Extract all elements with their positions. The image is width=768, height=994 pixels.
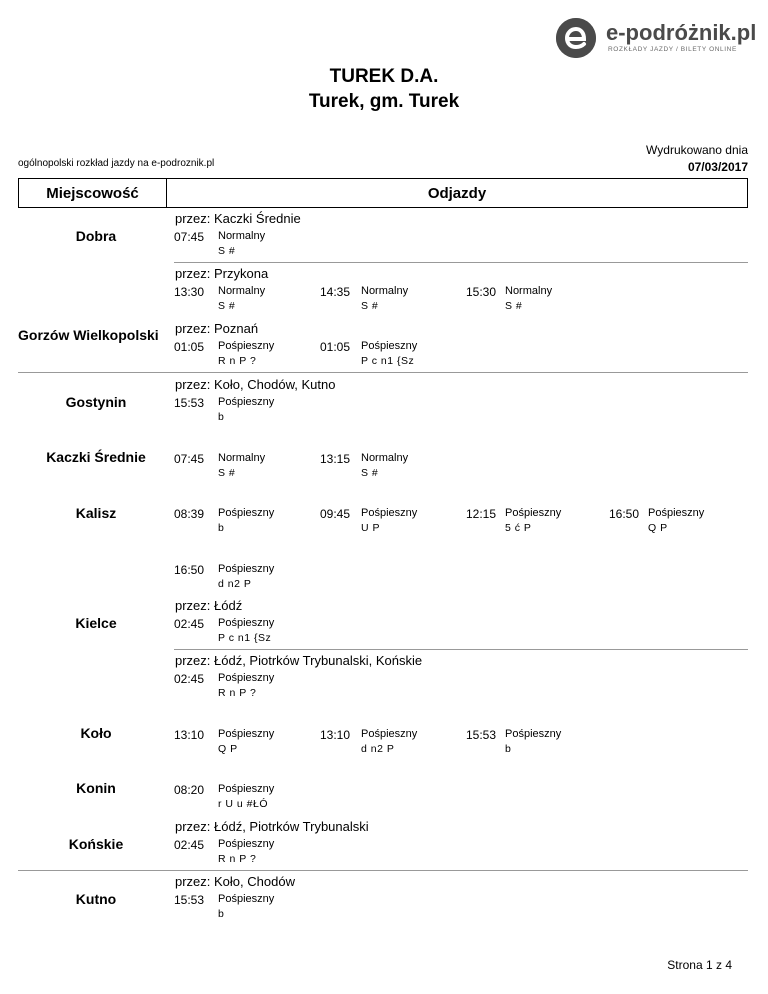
- departure-time: 15:30: [466, 285, 497, 299]
- place-name: Koło: [80, 725, 112, 741]
- departure-codes: S #: [505, 300, 523, 312]
- row-divider: [174, 649, 748, 650]
- logo-text: e-podróżnik.pl: [606, 20, 757, 45]
- row-divider: [174, 262, 748, 263]
- departure-type: Pośpieszny: [505, 507, 562, 519]
- departure-time: 07:45: [174, 230, 205, 244]
- printed-label: Wydrukowano dnia: [646, 143, 748, 157]
- departure-type: Normalny: [361, 452, 409, 464]
- departure-time: 16:50: [609, 507, 640, 521]
- page-title: TUREK D.A.: [329, 66, 439, 87]
- departure-codes: S #: [361, 300, 379, 312]
- departure-codes: R n P ?: [218, 853, 257, 865]
- departure-type: Pośpieszny: [361, 340, 418, 352]
- departure-time: 14:35: [320, 285, 351, 299]
- column-place: Miejscowość: [46, 185, 139, 202]
- departure-time: 15:53: [466, 728, 497, 742]
- via-label: przez: Poznań: [175, 321, 259, 336]
- departure-type: Pośpieszny: [218, 617, 275, 629]
- departure-type: Normalny: [505, 285, 553, 297]
- departure-codes: S #: [218, 245, 236, 257]
- departure-time: 09:45: [320, 507, 351, 521]
- departure-codes: r U u #ŁÓ: [218, 798, 269, 810]
- departure-time: 02:45: [174, 838, 205, 852]
- departure-time: 13:10: [174, 728, 205, 742]
- departure-type: Pośpieszny: [218, 728, 275, 740]
- departure-codes: S #: [218, 467, 236, 479]
- departure-time: 12:15: [466, 507, 497, 521]
- departure-time: 15:53: [174, 893, 205, 907]
- departure-codes: b: [218, 908, 225, 920]
- page-subtitle: Turek, gm. Turek: [308, 91, 460, 112]
- column-departures: Odjazdy: [427, 185, 487, 202]
- printed-date: 07/03/2017: [687, 160, 748, 174]
- departure-codes: Q P: [648, 522, 668, 534]
- departure-codes: b: [218, 411, 225, 423]
- departure-type: Pośpieszny: [218, 340, 275, 352]
- departure-codes: b: [218, 522, 225, 534]
- logo-icon: [556, 18, 596, 58]
- place-name: Kalisz: [75, 505, 117, 521]
- departure-time: 02:45: [174, 672, 205, 686]
- place-name: Konin: [76, 780, 116, 796]
- place-divider: [18, 372, 748, 373]
- via-label: przez: Łódź: [175, 598, 243, 613]
- departure-codes: d n2 P: [361, 743, 395, 755]
- place-name: Gorzów Wielkopolski: [18, 327, 159, 343]
- departure-time: 01:05: [320, 340, 351, 354]
- source-caption: ogólnopolski rozkład jazdy na e-podroznik.pl: [18, 158, 215, 169]
- departure-time: 15:53: [174, 396, 205, 410]
- departure-type: Pośpieszny: [218, 838, 275, 850]
- via-label: przez: Łódź, Piotrków Trybunalski: [175, 819, 369, 834]
- departure-time: 07:45: [174, 452, 205, 466]
- departure-codes: b: [505, 743, 512, 755]
- departure-codes: R n P ?: [218, 355, 257, 367]
- place-name: Kielce: [75, 615, 117, 631]
- departure-type: Pośpieszny: [218, 893, 275, 905]
- departure-codes: P c n1 {Sz: [218, 632, 272, 644]
- departure-type: Pośpieszny: [218, 783, 275, 795]
- departure-type: Pośpieszny: [361, 507, 418, 519]
- departure-time: 08:20: [174, 783, 205, 797]
- departure-type: Pośpieszny: [648, 507, 705, 519]
- departure-type: Pośpieszny: [218, 396, 275, 408]
- place-divider: [18, 870, 748, 871]
- logo-subtitle: ROZKŁADY JAZDY / BILETY ONLINE: [608, 46, 737, 53]
- place-name: Końskie: [68, 836, 124, 852]
- departure-time: 02:45: [174, 617, 205, 631]
- departure-codes: R n P ?: [218, 687, 257, 699]
- page-number: Strona 1 z 4: [667, 958, 732, 972]
- departure-time: 16:50: [174, 563, 205, 577]
- place-name: Kaczki Średnie: [46, 449, 146, 465]
- via-label: przez: Przykona: [175, 266, 269, 281]
- departure-codes: P c n1 {Sz: [361, 355, 415, 367]
- departure-time: 01:05: [174, 340, 205, 354]
- via-label: przez: Kaczki Średnie: [175, 211, 301, 226]
- departure-time: 08:39: [174, 507, 205, 521]
- place-name: Kutno: [75, 891, 117, 907]
- departure-codes: S #: [218, 300, 236, 312]
- place-name: Gostynin: [65, 394, 127, 410]
- logo: [554, 14, 757, 60]
- departure-time: 13:30: [174, 285, 205, 299]
- departure-time: 13:10: [320, 728, 351, 742]
- departure-type: Normalny: [218, 230, 266, 242]
- table-header: [18, 178, 748, 208]
- place-name: Dobra: [75, 228, 117, 244]
- via-label: przez: Łódź, Piotrków Trybunalski, Końskie: [175, 653, 423, 668]
- departure-time: 13:15: [320, 452, 351, 466]
- departure-codes: Q P: [218, 743, 238, 755]
- departure-codes: d n2 P: [218, 578, 252, 590]
- via-label: przez: Koło, Chodów, Kutno: [175, 377, 336, 392]
- departure-type: Pośpieszny: [218, 507, 275, 519]
- departure-type: Pośpieszny: [361, 728, 418, 740]
- departure-codes: 5 ć P: [505, 522, 532, 534]
- departure-type: Pośpieszny: [505, 728, 562, 740]
- departure-type: Normalny: [361, 285, 409, 297]
- departure-codes: U P: [361, 522, 381, 534]
- departure-type: Normalny: [218, 452, 266, 464]
- departure-type: Normalny: [218, 285, 266, 297]
- via-label: przez: Koło, Chodów: [175, 874, 295, 889]
- departure-type: Pośpieszny: [218, 672, 275, 684]
- departure-codes: S #: [361, 467, 379, 479]
- departure-type: Pośpieszny: [218, 563, 275, 575]
